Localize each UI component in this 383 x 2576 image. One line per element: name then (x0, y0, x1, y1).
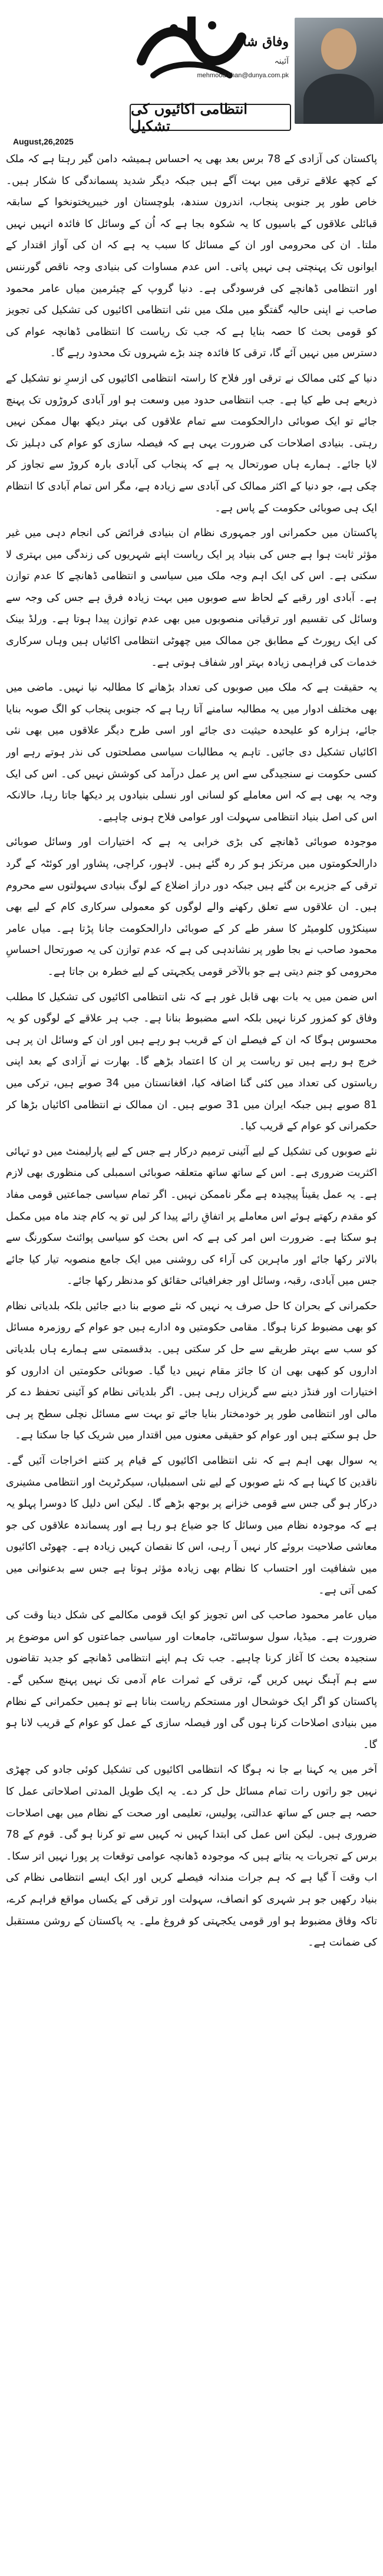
article-paragraph: پاکستان کی آزادی کے 78 برس بعد بھی یہ احساس ہمیشہ دامن گیر رہتا ہے کہ ملک کے کچھ علاقے ترقی میں بہت آگے ہیں جبکہ دیگر شدید پسماندگی کا شکار ہیں۔ خاص طور پر جنوبی پنجاب، اندرون سندھ، بلوچستان اور خیبرپختونخوا کے سابقہ قبائلی علاقوں کے باسیوں کا یہ شکوہ بجا ہے کہ اُن کے وسائل کا فائدہ انہیں نہیں ملتا۔ ان کی محرومی اور ان کے مسائل کا سبب یہ ہے کہ ان کی آواز اقتدار کے ایوانوں تک پہنچتی ہی نہیں پاتی۔ اس عدم مساوات کی بنیادی وجہ ناقص گورننس اور انتظامی ڈھانچے کی فرسودگی ہے۔ دنیا گروپ کے چیئرمین میاں عامر محمود صاحب نے اپنی حالیہ گفتگو میں ملک میں نئی انتظامی اکائیوں کی تشکیل کی تجویز کو قومی بحث کا حصہ بنایا ہے کہ جب تک ریاست کا انتظامی ڈھانچہ عوام کی دسترس میں نہیں آئے گا، ترقی کا فائدہ چند بڑے شہروں تک محدود رہے گا۔ (6, 153, 377, 360)
article-paragraph: دنیا کے کئی ممالک نے ترقی اور فلاح کا راستہ انتظامی اکائیوں کی ازسرِ نو تشکیل کے ذریعے ہی طے کیا ہے۔ جب انتظامی حدود میں وسعت ہو اور آبادی کروڑوں تک پہنچ جائے تو ایک صوبائی دارالحکومت سے تمام علاقوں کی بہتر دیکھ بھال ممکن نہیں رہتی۔ بنیادی اصلاحات کی ضرورت یہی ہے کہ فیصلہ سازی کو عوام کی دہلیز تک لایا جائے۔ ہمارے ہاں صورتحال یہ ہے کہ پنجاب کی آبادی بارہ کروڑ سے تجاوز کر چکی ہے، جو دنیا کے اکثر ممالک کی آبادی سے زیادہ ہے، مگر اس تمام آبادی کا انتظام ایک ہی صوبائی حکومت کے پاس ہے۔ (6, 372, 377, 514)
author-photo (295, 18, 383, 124)
article-paragraph: یہ حقیقت ہے کہ ملک میں صوبوں کی تعداد بڑھانے کا مطالبہ نیا نہیں۔ ماضی میں بھی مختلف ادوار میں یہ مطالبہ سامنے آتا رہا ہے کہ جنوبی پنجاب کو الگ صوبہ بنایا جائے، ہزارہ کو علیحدہ حیثیت دی جائے اور اسی طرح دیگر علاقوں میں بھی نئی اکائیاں تشکیل دی جائیں۔ تاہم یہ مطالبات سیاسی مصلحتوں کی نذر ہوتے رہے اور کسی حکومت نے سنجیدگی سے اس پر عمل درآمد کی کوشش نہیں کی۔ اس کی ایک وجہ یہ بھی ہے کہ اس معاملے کو لسانی اور نسلی بنیادوں پر دیکھا جاتا رہا، حالانکہ اس کی اصل بنیاد انتظامی سہولت اور عوامی فلاح ہونی چاہیے۔ (6, 682, 377, 823)
article-paragraph: حکمرانی کے بحران کا حل صرف یہ نہیں کہ نئے صوبے بنا دیے جائیں بلکہ بلدیاتی نظام کو بھی مضبوط کرنا ہوگا۔ مقامی حکومتیں وہ ادارے ہیں جو عوام کے روزمرہ مسائل کو سب سے بہتر طریقے سے حل کر سکتی ہیں۔ بدقسمتی سے ہمارے ہاں بلدیاتی اداروں کو کبھی بھی ان کا جائز مقام نہیں دیا گیا۔ صوبائی حکومتیں ان اداروں کو اختیارات اور فنڈز دینے سے گریزاں رہی ہیں۔ اگر بلدیاتی نظام کو آئینی تحفظ دے کر مالی اور انتظامی طور پر خودمختار بنایا جائے تو بہت سے مسائل نچلی سطح پر ہی حل ہو سکتے ہیں اور عوام کو حقیقی معنوں میں اقتدار میں شریک کیا جا سکتا ہے۔ (6, 1300, 377, 1442)
column-title: انتظامی اکائیوں کی تشکیل (130, 104, 291, 131)
article-paragraph: میاں عامر محمود صاحب کی اس تجویز کو ایک قومی مکالمے کی شکل دینا وقت کی ضرورت ہے۔ میڈیا، سول سوسائٹی، جامعات اور سیاسی جماعتوں کو اس موضوع پر سنجیدہ بحث کا آغاز کرنا چاہیے۔ جب تک ہم اپنے انتظامی ڈھانچے کو جدید تقاضوں سے ہم آہنگ نہیں کریں گے، ترقی کے ثمرات عام آدمی تک نہیں پہنچ سکیں گے۔ پاکستان کو اگر ایک خوشحال اور مستحکم ریاست بنانا ہے تو ہمیں حکمرانی کے نظام میں بنیادی اصلاحات کرنا ہوں گی اور فیصلہ سازی کے عمل کو عوام کے قریب لانا ہو گا۔ (6, 1609, 377, 1751)
author-name: وفاق شاہ (235, 34, 289, 50)
article-paragraph: نئے صوبوں کی تشکیل کے لیے آئینی ترمیم درکار ہے جس کے لیے پارلیمنٹ میں دو تہائی اکثریت ضروری ہے۔ اس کے ساتھ ساتھ متعلقہ صوبائی اسمبلی کی منظوری بھی لازم ہے۔ یہ عمل یقیناً پیچیدہ ہے مگر ناممکن نہیں۔ اگر تمام سیاسی جماعتیں قومی مفاد کو مقدم رکھتے ہوئے اس معاملے پر اتفاقِ رائے پیدا کر لیں تو یہ کام چند ماہ میں مکمل ہو سکتا ہے۔ ضرورت اس امر کی ہے کہ اس بحث کو سیاسی پوائنٹ سکورنگ سے بالاتر رکھا جائے اور ماہرین کی آراء کی روشنی میں ایک جامع منصوبہ تیار کیا جائے جس میں آبادی، رقبہ، وسائل اور جغرافیائی حقائق کو مدنظر رکھا جائے۔ (6, 1145, 377, 1287)
article-paragraph: موجودہ صوبائی ڈھانچے کی بڑی خرابی یہ ہے کہ اختیارات اور وسائل صوبائی دارالحکومتوں میں مرتکز ہو کر رہ گئے ہیں۔ لاہور، کراچی، پشاور اور کوئٹہ کے گرد ترقی کے جزیرے بن گئے ہیں جبکہ دور دراز اضلاع کے لوگ بنیادی سہولتوں سے محروم ہیں۔ ان علاقوں سے تعلق رکھنے والے لوگوں کو معمولی سرکاری کام کے لیے بھی سینکڑوں کلومیٹر کا سفر طے کر کے صوبائی دارالحکومت جانا پڑتا ہے۔ میاں عامر محمود صاحب نے بجا طور پر نشاندہی کی ہے کہ عدم توازن کی یہ صورتحال احساسِ محرومی کو جنم دیتی ہے جو بالآخر قومی یکجہتی کے لیے خطرہ بن جاتا ہے۔ (6, 836, 377, 978)
author-subtitle: آئینہ (274, 57, 289, 66)
article-paragraph: پاکستان میں حکمرانی اور جمہوری نظام ان بنیادی فرائض کی انجام دہی میں غیر مؤثر ثابت ہوا ہے جس کی بنیاد پر ایک ریاست اپنے شہریوں کی زندگی میں بہتری لا سکتی ہے۔ اس کی ایک اہم وجہ ملک میں سیاسی و انتظامی ڈھانچے کا عدم توازن ہے۔ آبادی اور رقبے کے لحاظ سے صوبوں میں بہت زیادہ فرق ہے جس کی وجہ سے وسائل کی تقسیم اور ترقیاتی منصوبوں میں بھی عدم توازن پیدا ہوتا ہے۔ ورلڈ بینک کی ایک رپورٹ کے مطابق جن ممالک میں چھوٹی انتظامی اکائیاں ہیں وہاں سرکاری خدمات کی فراہمی زیادہ بہتر اور شفاف ہوتی ہے۔ (6, 527, 377, 669)
author-email: mehmood.khan@dunya.com.pk (197, 72, 289, 79)
article-paragraph: یہ سوال بھی اہم ہے کہ نئی انتظامی اکائیوں کے قیام پر کتنے اخراجات آئیں گے۔ ناقدین کا کہنا ہے کہ نئے صوبوں کے لیے نئی اسمبلیاں، سیکرٹریٹ اور انتظامی مشینری درکار ہو گی جس سے قومی خزانے پر بوجھ بڑھے گا۔ لیکن اس دلیل کا دوسرا پہلو یہ ہے کہ موجودہ نظام میں وسائل کا جو ضیاع ہو رہا ہے اور پسماندہ علاقوں کی جو معاشی صلاحیت بروئے کار نہیں آ رہی، اس کا نقصان کہیں زیادہ ہے۔ چھوٹی اکائیوں میں شفافیت اور احتساب کا نظام بھی زیادہ مؤثر ہوتا ہے جس سے بدعنوانی میں کمی آتی ہے۔ (6, 1455, 377, 1596)
article-body (6, 149, 377, 2564)
article-paragraph: اس ضمن میں یہ بات بھی قابل غور ہے کہ نئی انتظامی اکائیوں کی تشکیل کا مطلب وفاق کو کمزور کرنا نہیں بلکہ اسے مضبوط بنانا ہے۔ جب ہر علاقے کے لوگوں کو یہ محسوس ہوگا کہ ان کے فیصلے ان کے قریب ہو رہے ہیں اور ان کے وسائل ان پر ہی خرچ ہو رہے ہیں تو ریاست پر ان کا اعتماد بڑھے گا۔ بھارت نے آزادی کے بعد اپنی ریاستوں کی تعداد میں کئی گنا اضافہ کیا، افغانستان میں 34 صوبے ہیں، ترکی میں 81 صوبے ہیں جبکہ ایران میں 31 صوبے ہیں۔ ان ممالک نے انتظامی اکائیاں بڑھا کر حکمرانی کو عوام کے قریب کیا۔ (6, 991, 377, 1133)
article-paragraph: آخر میں یہ کہنا بے جا نہ ہوگا کہ انتظامی اکائیوں کی تشکیل کوئی جادو کی چھڑی نہیں جو راتوں رات تمام مسائل حل کر دے۔ یہ ایک طویل المدتی اصلاحاتی عمل کا حصہ ہے جس کے ساتھ عدالتی، پولیس، تعلیمی اور صحت کے نظام میں بھی اصلاحات ضروری ہیں۔ لیکن اس عمل کی ابتدا کہیں نہ کہیں سے تو کرنا ہو گی۔ قوم کے 78 برس کے تجربات یہ بتاتے ہیں کہ موجودہ ڈھانچہ عوامی توقعات پر پورا نہیں اتر سکا۔ اب وقت آ گیا ہے کہ ہم جرات مندانہ فیصلے کریں اور ایک ایسے انتظامی نظام کی بنیاد رکھیں جو ہر شہری کو انصاف، سہولت اور ترقی کے یکساں مواقع فراہم کرے، تاکہ وفاق مضبوط ہو اور قومی یکجہتی کو فروغ ملے۔ یہ پاکستان کے روشن مستقبل کی ضمانت ہے۔ (6, 1764, 377, 1949)
publication-date: August,26,2025 (13, 137, 74, 146)
